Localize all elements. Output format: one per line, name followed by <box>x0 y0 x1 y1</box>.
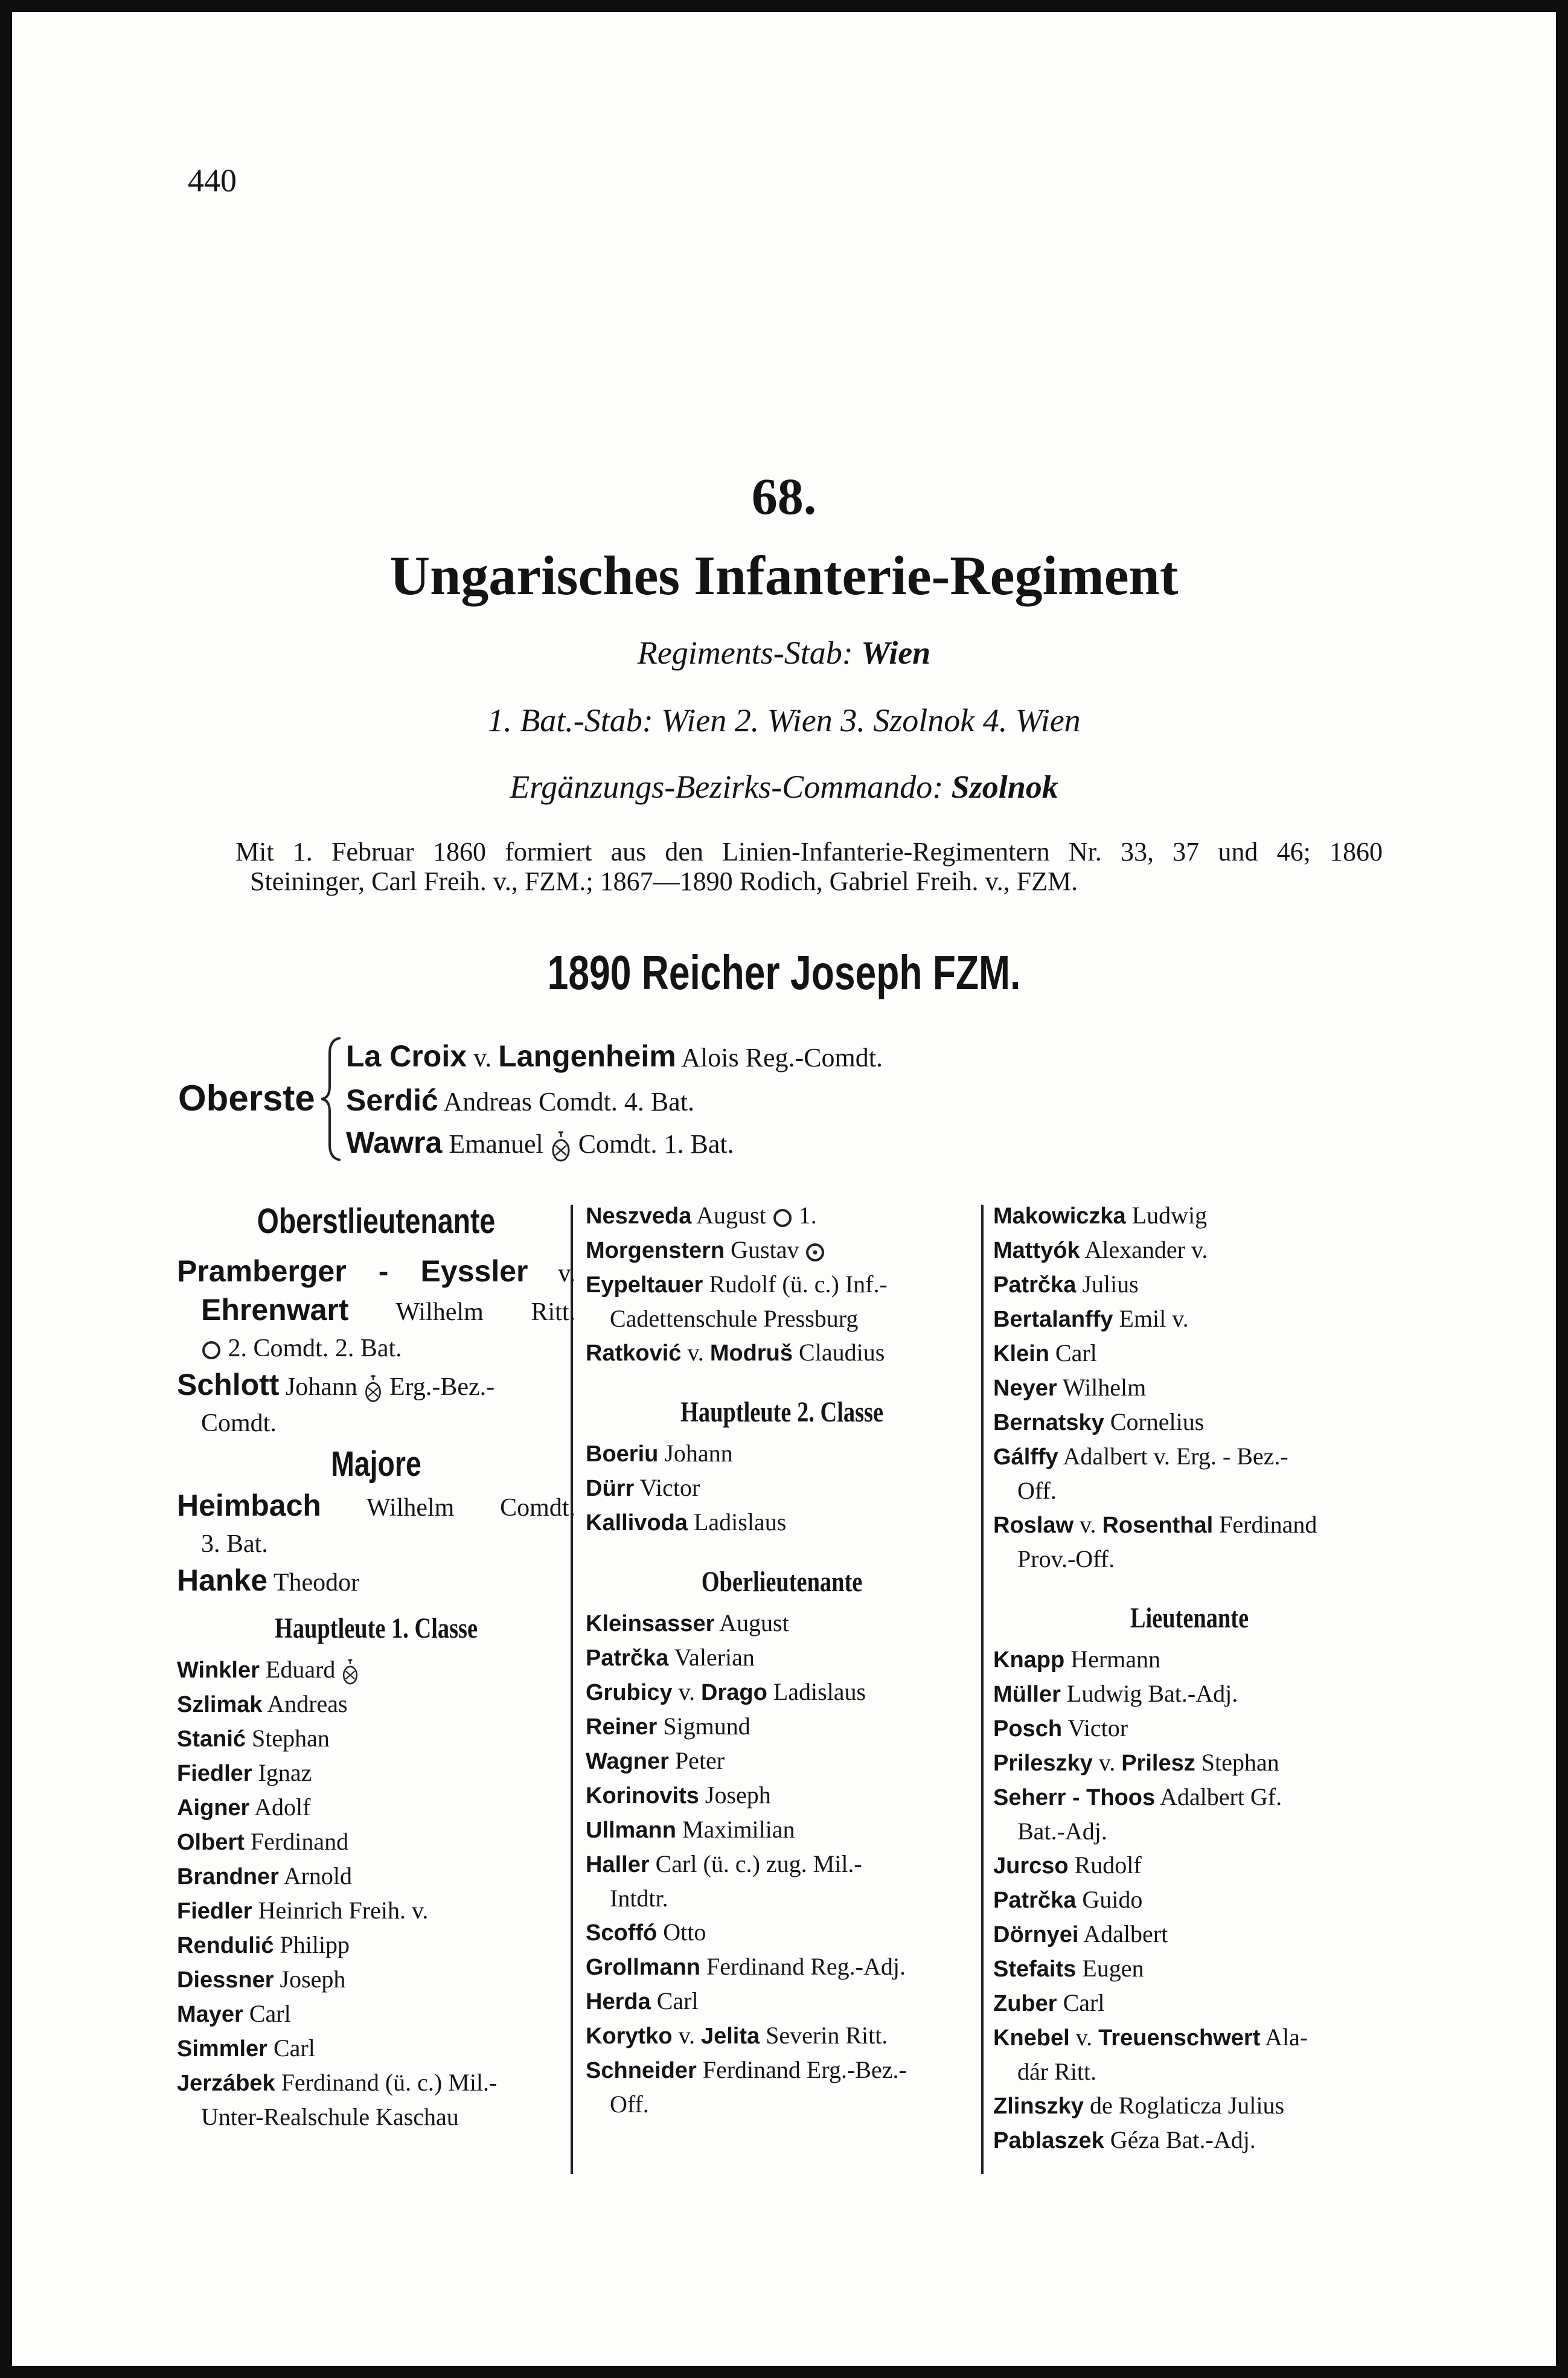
oberste-entry: Wawra Emanuel Comdt. 1. Bat. <box>346 1125 734 1162</box>
list-item: Eypeltauer Rudolf (ü. c.) Inf.- Cadettenschule Pressburg <box>586 1271 888 1332</box>
list-item: Grollmann Ferdinand Reg.-Adj. <box>586 1953 906 1980</box>
heading-hauptleute-2: Hauptleute 2. Classe <box>680 1396 883 1428</box>
battalion-staff-line: 1. Bat.-Stab: Wien 2. Wien 3. Szolnok 4. Wien <box>487 702 1081 739</box>
oberste-entry: La Croix v. Langenheim Alois Reg.-Comdt. <box>346 1039 883 1073</box>
brace-icon <box>319 1036 345 1162</box>
heading-lieutenante: Lieutenante <box>1130 1602 1249 1634</box>
list-item: Bertalanffy Emil v. <box>993 1305 1189 1332</box>
list-item: Jurcso Rudolf <box>993 1851 1142 1879</box>
ring-icon <box>201 1340 222 1360</box>
list-item: Kallivoda Ladislaus <box>586 1508 787 1536</box>
list-item: Herda Carl <box>586 1987 699 2014</box>
list-item: Knapp Hermann <box>993 1646 1161 1673</box>
regiment-owner: 1890 Reicher Joseph FZM. <box>547 946 1021 999</box>
list-item: Boeriu Johann <box>586 1440 733 1467</box>
list-item: Müller Ludwig Bat.-Adj. <box>993 1680 1238 1707</box>
list-item: Szlimak Andreas <box>177 1690 348 1717</box>
list-item: Makowiczka Ludwig <box>993 1202 1208 1229</box>
list-item: Neyer Wilhelm <box>993 1374 1147 1401</box>
history-line-1: Mit 1. Februar 1860 formiert aus den Linien-Infanterie-Regimentern Nr. 33, 37 und 46; 1860 <box>235 837 1383 867</box>
document-page <box>12 12 1556 2366</box>
list-item: Dürr Victor <box>586 1474 700 1501</box>
list-item: Kleinsasser August <box>586 1609 789 1636</box>
page-number: 440 <box>188 162 237 199</box>
list-item: Seherr - Thoos Adalbert Gf. Bat.-Adj. <box>993 1783 1282 1845</box>
list-item: Simmler Carl <box>177 2034 315 2062</box>
oberstlt-entry: Schlott Johann Erg.-Bez.- Comdt. <box>177 1368 495 1437</box>
list-hauptleute-1 <box>177 1653 575 2134</box>
list-item: Rendulić Philipp <box>177 1931 350 1958</box>
list-item: Brandner Arnold <box>177 1862 353 1889</box>
heading-hauptleute-1: Hauptleute 1. Classe <box>275 1612 478 1644</box>
cross-decoration-icon <box>341 1659 359 1685</box>
list-item: Patrčka Julius <box>993 1271 1139 1298</box>
column-1 <box>177 1199 575 2134</box>
list-item: Korytko v. Jelita Severin Ritt. <box>586 2022 888 2049</box>
major-entry: Heimbach Wilhelm Comdt. 3. Bat. <box>177 1489 575 1558</box>
oberstlt-entry: Pramberger - Eyssler v. Ehrenwart Wilhelm Ritt. 2. Comdt. 2. Bat. <box>177 1254 575 1362</box>
list-item: Roslaw v. Rosenthal Ferdinand Prov.-Off. <box>993 1511 1317 1572</box>
list-item: Fiedler Ignaz <box>177 1759 312 1786</box>
list-item: Wagner Peter <box>586 1747 725 1774</box>
history-line-2: Steininger, Carl Freih. v., FZM.; 1867—1890 Rodich, Gabriel Freih. v., FZM. <box>250 867 1078 897</box>
list-item: Haller Carl (ü. c.) zug. Mil.- Intdtr. <box>586 1850 862 1912</box>
ring-icon <box>772 1208 793 1228</box>
regiment-title: Ungarisches Infanterie-Regiment <box>389 545 1179 606</box>
column-divider <box>981 1205 984 2174</box>
list-item: Patrčka Guido <box>993 1886 1143 1913</box>
list-item: Posch Victor <box>993 1714 1128 1742</box>
list-item: Klein Carl <box>993 1339 1097 1367</box>
list-item: Stanić Stephan <box>177 1725 330 1752</box>
erg-commando-line <box>12 768 1556 806</box>
list-item: Mayer Carl <box>177 2000 291 2027</box>
dotted-ring-icon <box>805 1242 825 1263</box>
list-item: Knebel v. Treuenschwert Ala- dár Ritt. <box>993 2024 1308 2085</box>
staff-value: Wien <box>861 635 931 671</box>
list-item: Ullmann Maximilian <box>586 1816 795 1843</box>
list-item: Prileszky v. Prilesz Stephan <box>993 1749 1279 1776</box>
oberste-label: Oberste <box>178 1078 315 1118</box>
list-item: Zuber Carl <box>993 1989 1105 2016</box>
cross-decoration-icon <box>550 1131 572 1162</box>
oberste-entry: Serdić Andreas Comdt. 4. Bat. <box>346 1083 694 1117</box>
list-item: Neszveda August 1. <box>586 1202 817 1229</box>
list-item: Scoffó Otto <box>586 1918 706 1946</box>
list-item: Olbert Ferdinand <box>177 1828 349 1855</box>
list-item: Stefaits Eugen <box>993 1955 1144 1982</box>
column-3 <box>993 1199 1386 2158</box>
list-item: Diessner Joseph <box>177 1966 346 1993</box>
list-item: Ratković v. Modruš Claudius <box>586 1339 885 1366</box>
list-item: Reiner Sigmund <box>586 1713 750 1740</box>
list-item: Jerzábek Ferdinand (ü. c.) Mil.- Unter-Realschule Kaschau <box>177 2069 498 2130</box>
major-entry: Hanke Theodor <box>177 1563 360 1597</box>
list-item: Zlinszky de Roglaticza Julius <box>993 2092 1285 2119</box>
list-item: Aigner Adolf <box>177 1793 311 1821</box>
list-item: Morgenstern Gustav <box>586 1233 978 1268</box>
list-item: Gálffy Adalbert v. Erg. - Bez.- Off. <box>993 1443 1288 1504</box>
list-item: Dörnyei Adalbert <box>993 1920 1168 1947</box>
list-item: Fiedler Heinrich Freih. v. <box>177 1897 429 1924</box>
list-item: Pablaszek Géza Bat.-Adj. <box>993 2126 1256 2153</box>
heading-oberstlieutenante: Oberstlieutenante <box>257 1202 496 1241</box>
regiment-history <box>235 837 1383 897</box>
list-item: Mattyók Alexander v. <box>993 1236 1208 1263</box>
regiment-staff-line <box>12 634 1556 671</box>
list-item: Schneider Ferdinand Erg.-Bez.- Off. <box>586 2056 907 2118</box>
list-item: Bernatsky Cornelius <box>993 1408 1205 1435</box>
list-item: Grubicy v. Drago Ladislaus <box>586 1678 866 1705</box>
regiment-number: 68. <box>751 467 817 525</box>
erg-label: Ergänzungs-Bezirks-Commando: <box>510 769 944 805</box>
list-item: Winkler Eduard <box>177 1653 575 1687</box>
erg-value: Szolnok <box>951 769 1058 805</box>
list-item: Patrčka Valerian <box>586 1644 755 1671</box>
list-item: Korinovits Joseph <box>586 1781 771 1809</box>
staff-label: Regiments-Stab: <box>637 635 853 671</box>
heading-oberlieutenante: Oberlieutenante <box>701 1566 863 1598</box>
heading-majore: Majore <box>331 1444 421 1484</box>
column-2 <box>586 1199 978 2121</box>
cross-decoration-icon <box>363 1374 383 1403</box>
